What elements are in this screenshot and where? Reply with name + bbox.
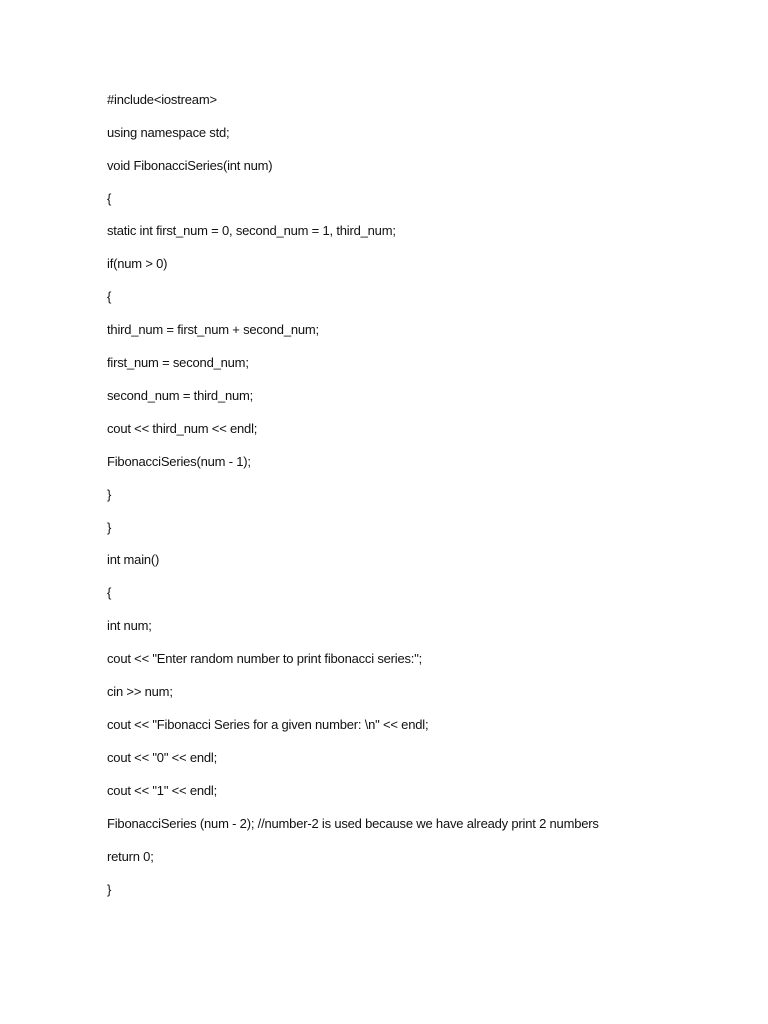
code-line: int main() xyxy=(107,552,160,567)
code-line: FibonacciSeries(num - 1); xyxy=(107,454,251,469)
code-line: cout << "0" << endl; xyxy=(107,750,218,765)
code-line: { xyxy=(107,585,112,600)
code-line: if(num > 0) xyxy=(107,256,168,271)
code-line: cout << "Fibonacci Series for a given number: \n" << endl; xyxy=(107,717,429,732)
code-line: FibonacciSeries (num - 2); //number-2 is used because we have already print 2 numbers xyxy=(107,816,599,831)
code-line: void FibonacciSeries(int num) xyxy=(107,158,273,173)
code-line: cin >> num; xyxy=(107,684,173,699)
code-line: cout << "1" << endl; xyxy=(107,783,218,798)
code-line: #include<iostream> xyxy=(107,92,217,107)
code-line: } xyxy=(107,882,112,897)
code-line: cout << "Enter random number to print fibonacci series:"; xyxy=(107,651,423,666)
code-line: int num; xyxy=(107,618,152,633)
code-line: using namespace std; xyxy=(107,125,230,140)
code-line: } xyxy=(107,520,112,535)
code-line: second_num = third_num; xyxy=(107,388,254,403)
code-line: } xyxy=(107,487,112,502)
code-line: third_num = first_num + second_num; xyxy=(107,322,319,337)
code-line: first_num = second_num; xyxy=(107,355,249,370)
code-line: { xyxy=(107,289,112,304)
code-line: cout << third_num << endl; xyxy=(107,421,258,436)
code-line: return 0; xyxy=(107,849,154,864)
code-line: static int first_num = 0, second_num = 1, third_num; xyxy=(107,223,396,238)
code-line: { xyxy=(107,191,112,206)
